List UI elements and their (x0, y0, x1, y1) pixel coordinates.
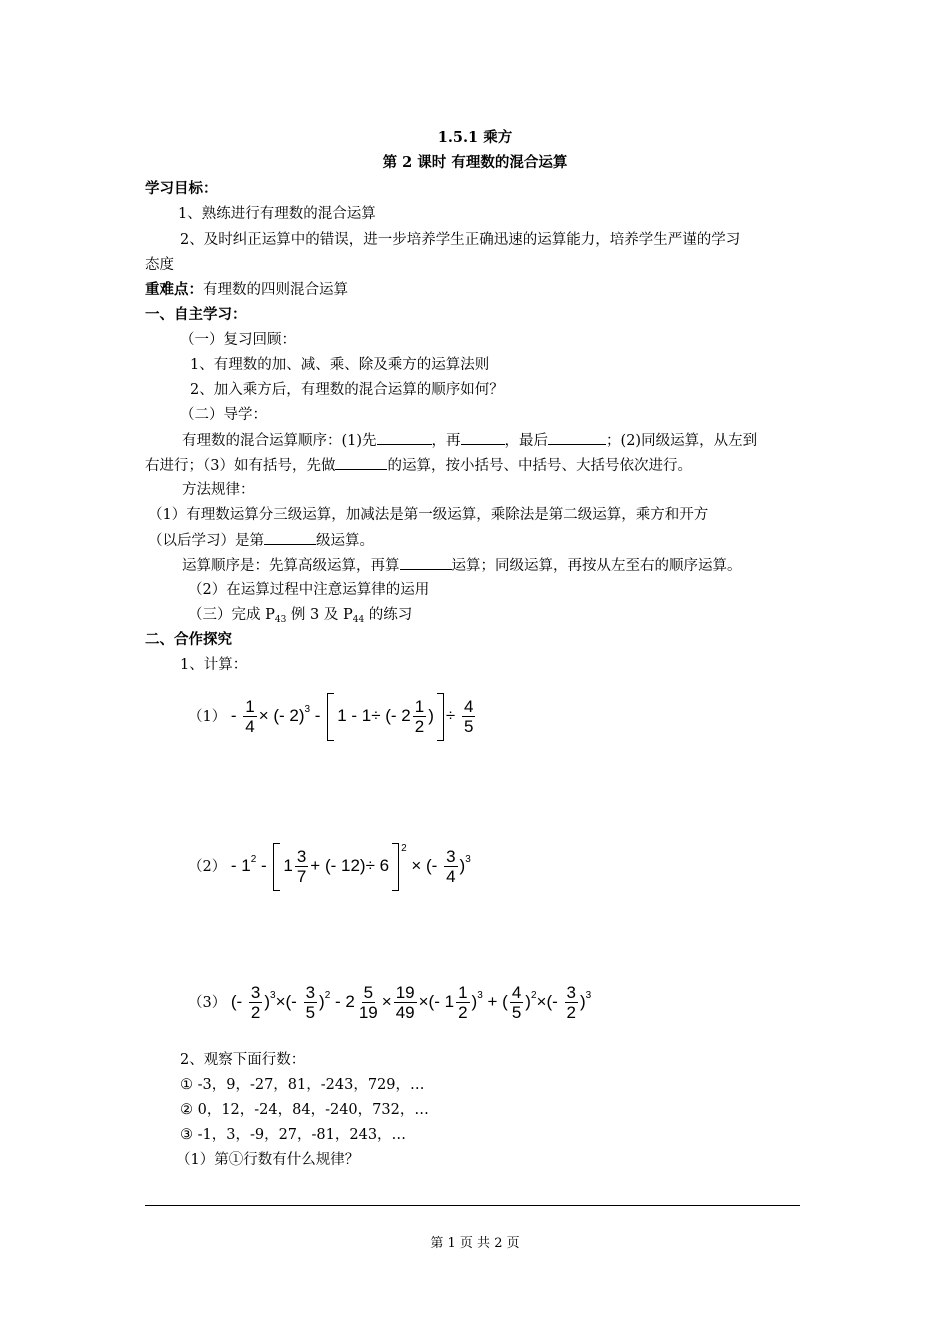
problem-2-label: （2） (188, 859, 227, 875)
part3-text-2: 例 3 及 P (286, 607, 353, 623)
rule-1-line1: （1）有理数运算分三级运算，加减法是第一级运算，乘除法是第二级运算，乘方和开方 (148, 507, 709, 523)
order-line-2 (145, 455, 692, 476)
order-text-4: ；(2)同级运算，从左到 (606, 433, 758, 449)
doc-subtitle: 第 2 课时 有理数的混合运算 (382, 154, 568, 171)
rule-order (182, 555, 742, 576)
problem-3-expr: (- $\frac{3}{2}$ )$^3$×(- $\frac{3}{5}$ )$^2$ - 2 $\frac{5}{19}$ × $\frac{19}{49}$ ×(- 1 $\frac{1}{2}$ )$^3$ + ( $\frac{4}{5}$ )$^2$×(- $\frac{3}{2}$ )$^3$ (230, 983, 592, 1023)
section2-heading: 二、合作探究 (145, 631, 232, 648)
problem-1 (188, 686, 477, 741)
order-text-1: 有理数的混合运算顺序：(1)先 (182, 433, 377, 449)
order2-text-1: 右进行；（3）如有括号，先做 (145, 458, 336, 474)
calc-heading: 1、计算： (180, 657, 248, 673)
goal-1: 1、熟练进行有理数的混合运算 (178, 206, 376, 222)
blank-last[interactable] (548, 430, 606, 445)
doc-title: 1.5.1 乘方 (437, 129, 513, 146)
review-heading: （一）复习回顾： (180, 332, 296, 348)
key-points-text: 有理数的四则混合运算 (203, 282, 348, 298)
problem-1-label: （1） (188, 709, 227, 725)
sequence-row-1: ① -3，9，-27，81，-243，729，… (180, 1077, 425, 1093)
goals-heading: 学习目标： (145, 180, 218, 197)
page-footer: 第 1 页 共 2 页 (430, 1236, 520, 1251)
problem-2 (188, 836, 471, 893)
review-item-1: 1、有理数的加、减、乘、除及乘方的运算法则 (190, 357, 490, 373)
review-item-2: 2、加入乘方后，有理数的混合运算的顺序如何？ (190, 382, 504, 398)
sequence-row-3: ③ -1，3，-9，27，-81，243，… (180, 1127, 407, 1143)
guide-heading: （二）导学： (180, 407, 267, 423)
goal-2-line2: 态度 (145, 257, 174, 273)
section1-heading: 一、自主学习： (145, 306, 247, 323)
order-text-2: ，再 (431, 433, 461, 449)
blank-first[interactable] (377, 430, 432, 445)
problem-3 (188, 972, 591, 1027)
blank-level[interactable] (264, 530, 316, 545)
rule1b-text-1: （以后学习）是第 (148, 533, 264, 549)
order-line-1 (182, 430, 757, 451)
sequence-row-2: ② 0，12，-24，84，-240，732，… (180, 1102, 429, 1118)
blank-then[interactable] (461, 430, 505, 445)
problem-2-expr: - $1^2 - 1$ $\frac{3}{7}$ + (- $12)\div 6^2$ × (- $\frac{3}{4}$ )$^3$ (231, 856, 471, 875)
method-heading: 方法规律： (182, 482, 255, 498)
problem-3-label: （3） (188, 995, 227, 1011)
key-points-label: 重难点： (145, 281, 203, 298)
rule-order-text-1: 运算顺序是：先算高级运算，再算 (182, 558, 400, 574)
part3-text-3: 的练习 (364, 607, 413, 623)
rule-1-line2 (148, 530, 374, 551)
blank-first-do[interactable] (335, 455, 387, 470)
page-44: 44 (352, 615, 365, 625)
question-1: （1）第①行数有什么规律？ (176, 1152, 360, 1168)
rule-order-text-2: 运算；同级运算，再按从左至右的顺序运算。 (451, 558, 742, 574)
rule-2: （2）在运算过程中注意运算律的运用 (188, 582, 430, 598)
goal-2-line1: 2、及时纠正运算中的错误，进一步培养学生正确迅速的运算能力，培养学生严谨的学习 (180, 232, 741, 248)
footer-divider (145, 1205, 800, 1206)
order2-text-2: 的运算，按小括号、中括号、大括号依次进行。 (387, 458, 692, 474)
key-points (145, 280, 348, 300)
rule1b-text-2: 级运算。 (316, 533, 374, 549)
problem-1-expr: - $\frac{1}{4}$ × (- 2)$^3$ - 1 - 1÷ (- 2 $\frac{1}{2}$ ) ÷ $\frac{4}{5}$ (231, 706, 478, 725)
page-43: 43 (274, 615, 287, 625)
blank-then-calc[interactable] (400, 555, 452, 570)
part3-text-1: （三）完成 P (188, 607, 275, 623)
order-text-3: ，最后 (504, 433, 549, 449)
part-3 (188, 605, 412, 630)
observe-heading: 2、观察下面行数： (180, 1052, 306, 1068)
